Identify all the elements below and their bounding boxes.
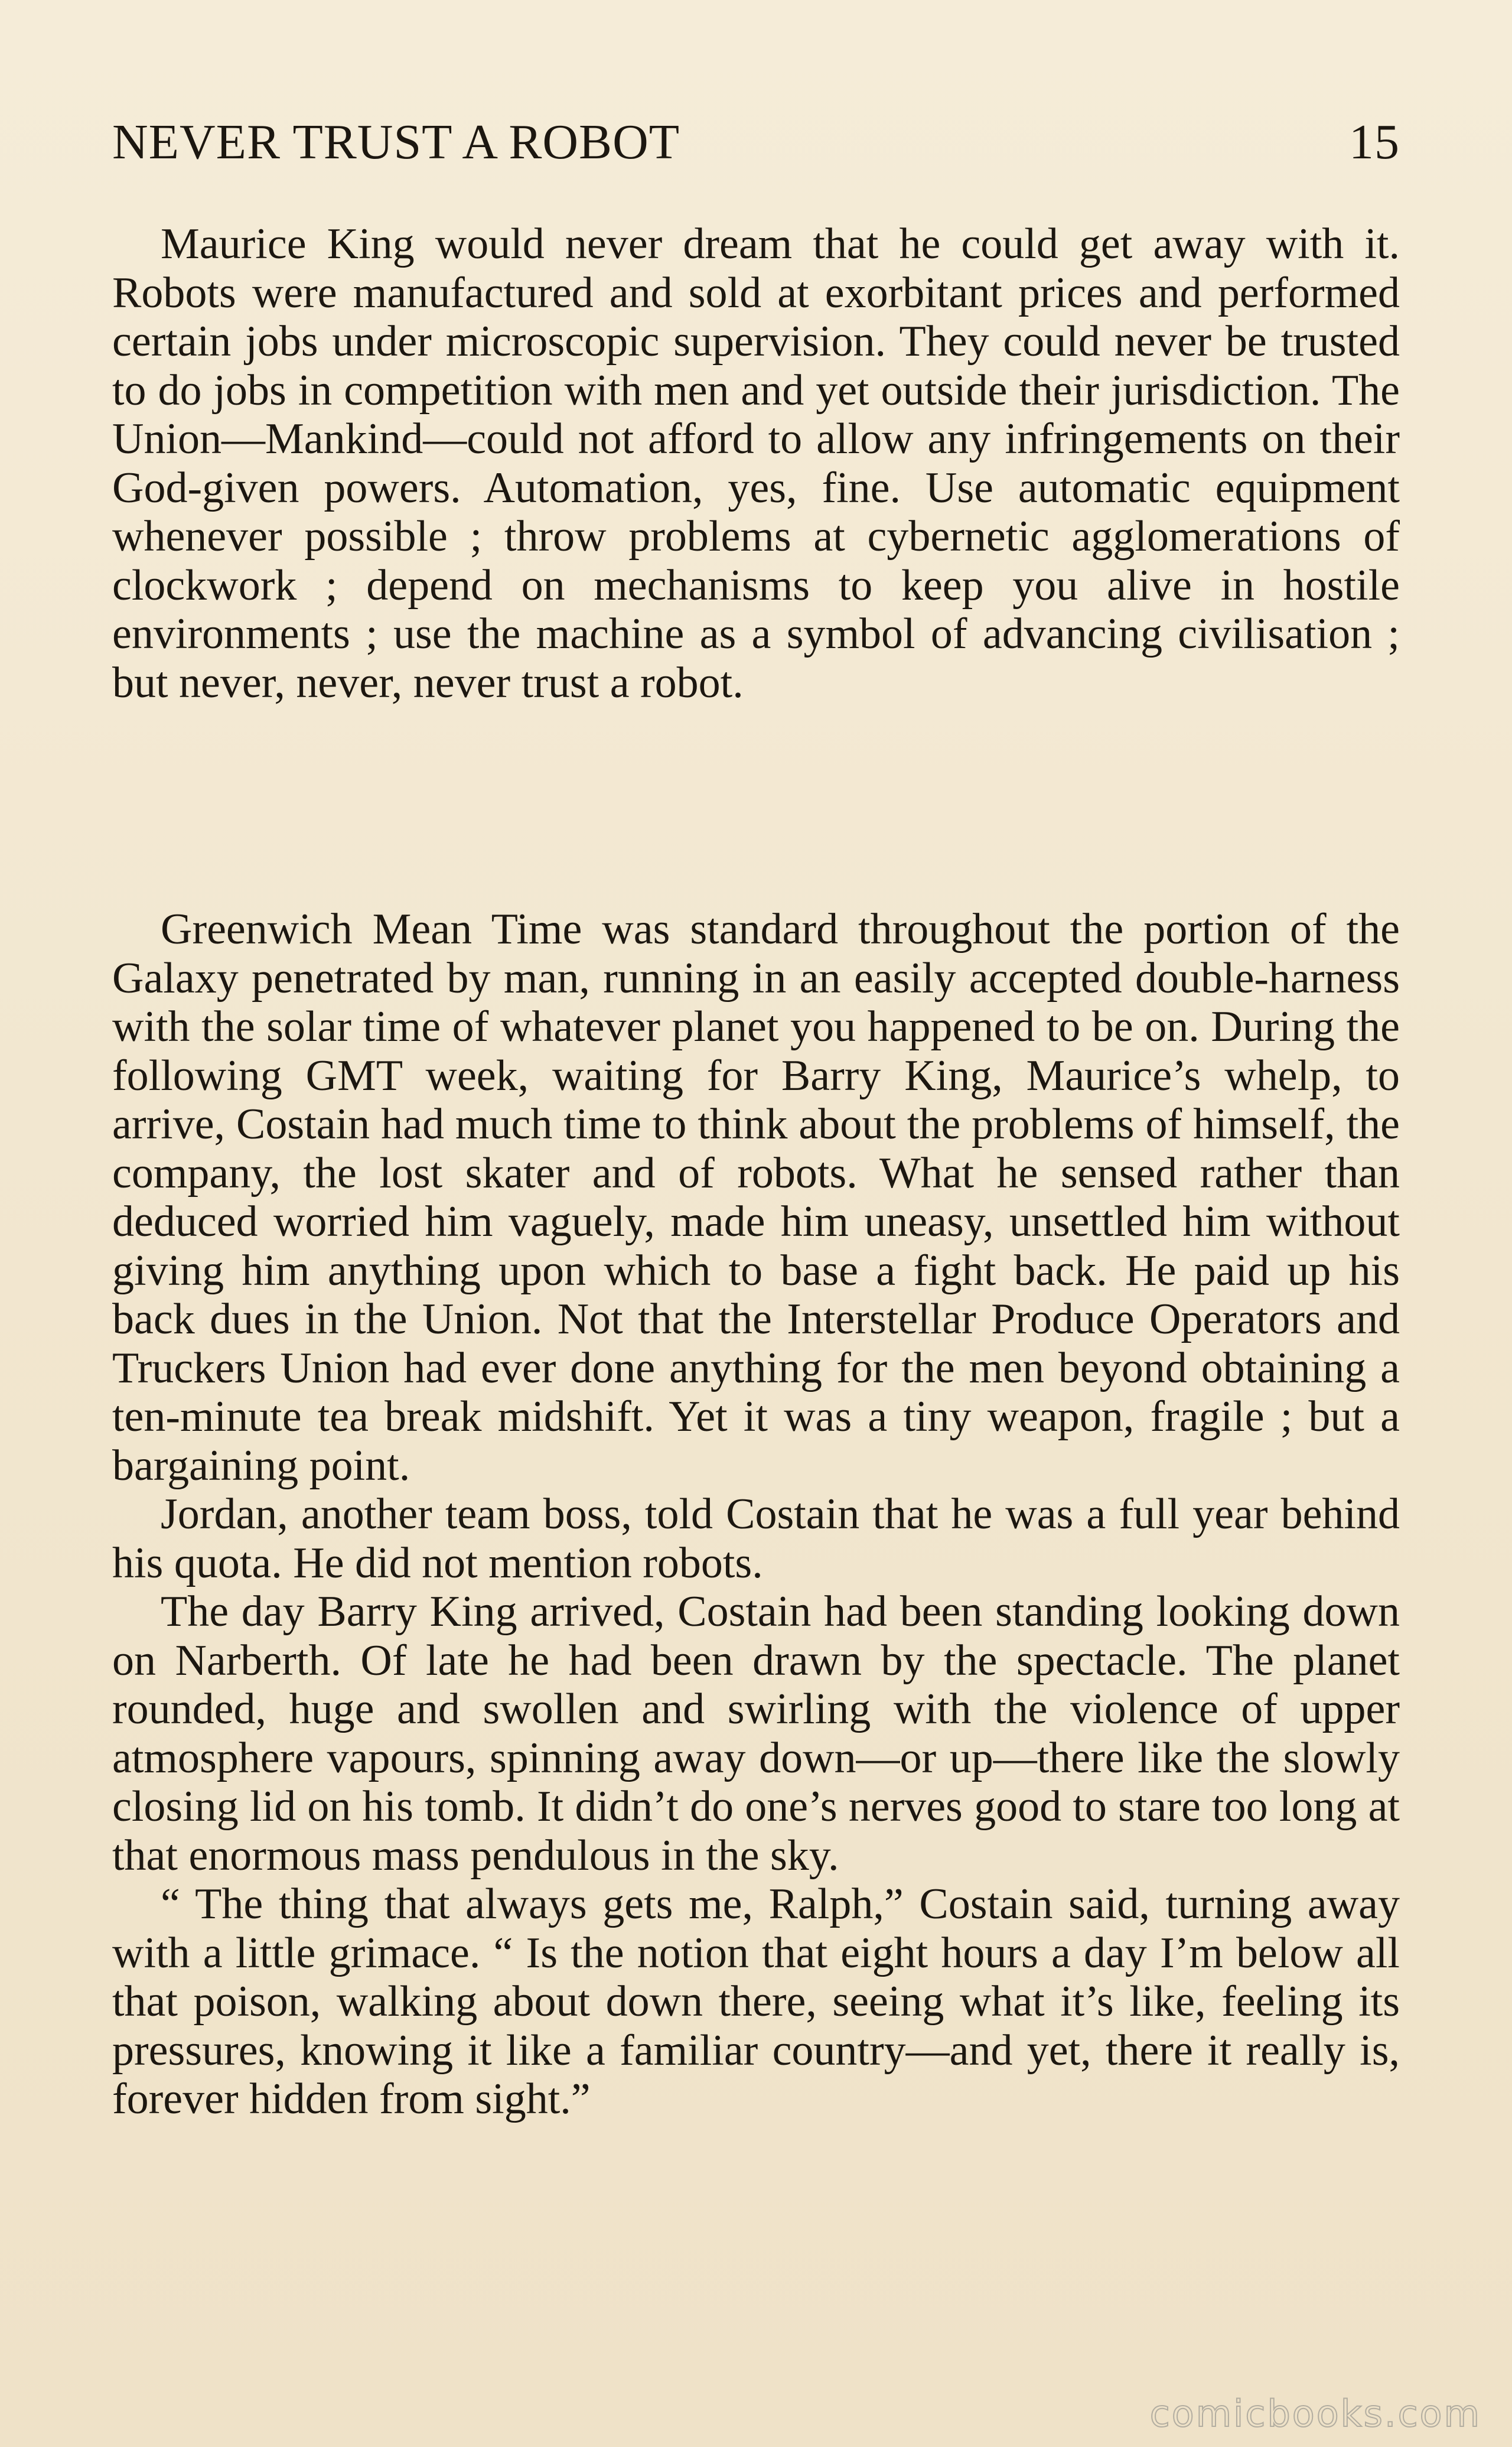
- paragraph: Maurice King would never dream that he could get away with it. Robots were manufactured and sold at exorbitant prices and performed certain jobs under microscopic supervision. They could never be trusted to do jobs in competition with men and yet outside their jurisdiction. The Union—Mankind—could not afford to allow any infringements on their God-given powers. Automation, yes, fine. Use automatic equipment whenever possible ; throw problems at cybernetic agglomerations of clockwork ; depend on mechanisms to keep you alive in hostile environments ; use the machine as a symbol of advancing civilisation ; but never, never, never trust a robot.: [112, 220, 1400, 707]
- section-two: [112, 905, 1400, 2124]
- watermark: comicbooks.com: [1149, 2392, 1481, 2435]
- running-head: [112, 110, 1400, 175]
- paragraph: The day Barry King arrived, Costain had been standing looking down on Narberth. Of late he had been drawn by the spectacle. The planet rounded, huge and swollen and swirling with the violence of upper atmosphere vapours, spinning away down—or up—there like the slowly closing lid on his tomb. It didn’t do one’s nerves good to stare too long at that enormous mass pendulous in the sky.: [112, 1587, 1400, 1880]
- page-number: 15: [1349, 115, 1400, 170]
- paragraph: Greenwich Mean Time was standard throughout the portion of the Galaxy penetrated by man, running in an easily accepted double-harness with the solar time of whatever planet you happened to be on. During the following GMT week, waiting for Barry King, Maurice’s whelp, to arrive, Costain had much time to think about the problems of himself, the company, the lost skater and of robots. What he sensed rather than deduced worried him vaguely, made him uneasy, unsettled him without giving him anything upon which to base a fight back. He paid up his back dues in the Union. Not that the Interstellar Produce Operators and Truckers Union had ever done anything for the men beyond obtaining a ten-minute tea break midshift. Yet it was a tiny weapon, fragile ; but a bargaining point.: [112, 905, 1400, 1490]
- paragraph: Jordan, another team boss, told Costain that he was a full year behind his quota. He did not mention robots.: [112, 1490, 1400, 1587]
- paragraph: “ The thing that always gets me, Ralph,” Costain said, turning away with a little grimace. “ Is the notion that eight hours a day I’m below all that poison, walking about down there, seeing what it’s like, feeling its pressures, knowing it like a familiar country—and yet, there it really is, forever hidden from sight.”: [112, 1880, 1400, 2123]
- section-one: [112, 220, 1400, 707]
- running-title: NEVER TRUST A ROBOT: [112, 115, 680, 170]
